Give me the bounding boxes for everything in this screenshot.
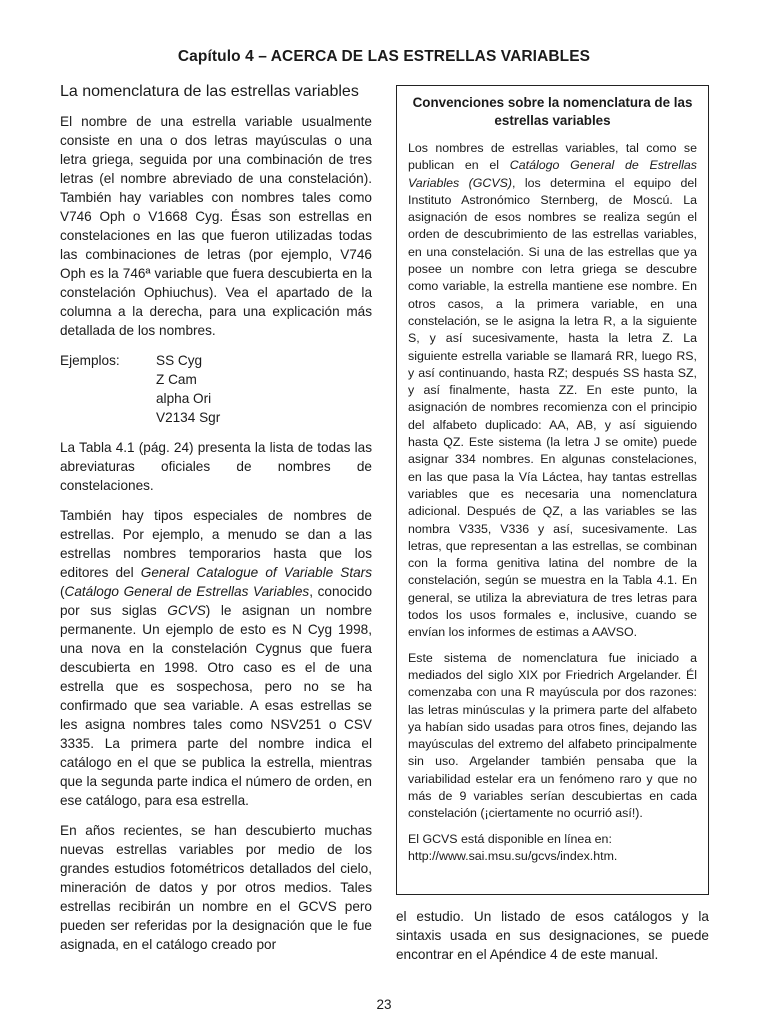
paragraph-continuation: el estudio. Un listado de esos catálogos y la sintaxis usada en sus designaciones, se puede encontrar en el Apéndice 4 de este manual. (396, 909, 709, 962)
text-run: ) le asignan un nombre permanente. Un ejemplo de esto es N Cyg 1998, una nova en la constelación Cygnus que fuera descubierta en 1998. Otro caso es el de una estrella que es sospechosa, pero no se ha confirmado que sea variable. A esas estrellas se les asigna nombres tales como NSV251 o CSV 3335. La primera parte del nombre indica el catálogo en el que se publica la estrella, mientras que la segunda parte indica el número de orden, en ese catálogo, para esa estrella. (60, 603, 373, 808)
example-item: V2134 Sgr (156, 410, 221, 425)
text-run: , conocido por sus siglas (60, 584, 373, 618)
italic-run: Catálogo General de Estrellas Variables (GCVS) (408, 158, 697, 190)
left-column (60, 80, 372, 965)
paragraph-intro: El nombre de una estrella variable usualmente consiste en una o dos letras mayúsculas o una letra griega, seguida por una combinación de tres letras (el nombre abreviado de una constelación). También hay variables con nombres tales como V746 Oph o V1668 Cyg. Ésas son estrellas en constelaciones en las que fueron utilizadas todas las combinaciones de letras (por ejemplo, V746 Oph es la 746ª variable que fuera descubierta en la constelación Ophiuchus). Vea el apartado de la columna a la derecha, para una explicación más detallada de los nombres. (60, 114, 372, 338)
text-run: , los determina el equipo del Instituto Astronómico Sternberg, de Moscú. La asignación de esos nombres se realiza según el orden de descubrimiento de las estrellas variables, en una constelación. Si una de las estrellas que ya posee un nombre con letra griega se descubre como variable, la estrella mantiene ese nombre. En otros casos, a la primera variable, en una constelación, se le asigna la letra R, a la siguiente S, y así sucesivamente, hasta la letra Z. La siguiente estrella variable se llamará RR, luego RS, y así continuando, hasta RZ; después SS hasta SZ, y así finalmente, hasta ZZ. En este punto, la asignación de nombres recomienza con el principio del alfabeto duplicado: AA, AB, y así siguiendo hasta QZ. Este sistema (la letra J se omite) puede asignar 334 nombres. En algunas constelaciones, en las que pasa la Vía Láctea, hay tantas estrellas variables que es necesaria una nomenclatura adicional. Después de QZ, a las variables se las nombra V335, V336 y así, sucesivamente. Las letras, que representan a las estrellas, se combinan con la forma genitiva latina del nombre de la constelación, según se muestra en la Tabla 4.1. En general, se utiliza la abreviatura de tres letras para todos los usos formales e, inclusive, cuando se envían los informes de estimas a AAVSO. (408, 175, 697, 640)
example-item: SS Cyg (156, 353, 203, 368)
sidebar-paragraph-conventions (408, 140, 697, 642)
paragraph-special-names (60, 506, 372, 810)
section-heading: La nomenclatura de las estrellas variables (60, 83, 359, 100)
text-run: Los nombres de estrellas variables, tal como se publican en el (408, 141, 697, 173)
chapter-title: Capítulo 4 – ACERCA DE LAS ESTRELLAS VARIABLES (177, 48, 591, 65)
italic-run: General Catalogue of Variable Stars (140, 565, 372, 580)
text-run: También hay tipos especiales de nombres de estrellas. Por ejemplo, a menudo se dan a las estrellas nombres temporarios hasta que los editores del (60, 508, 372, 580)
sidebar-paragraph-history: Este sistema de nomenclatura fue iniciado a mediados del siglo XIX por Friedrich Argelander. Él comenzaba con una R mayúscula por dos razones: las letras minúsculas y la primera parte del alfabeto ya habían sido usadas para otros fines, dejando las mayúsculas del extremo del alfabeto principalmente sin uso. Argelander también pensaba que la variabilidad estelar era un fenómeno raro y que no más de 9 variables serían descubiertas en cada constelación (¡ciertamente no ocurrió así!). (408, 650, 697, 821)
examples-block (60, 351, 372, 427)
paragraph-recent-discoveries: En años recientes, se han descubierto muchas nuevas estrellas variables por medio de los grandes estudios fotométricos detallados del cielo, mineración de datos y por otros medios. Tales estrellas recibirán un nombre en el GCVS pero pueden ser referidas por la designación que le fue asignada, en el catálogo creado por (60, 823, 372, 952)
gcvs-url: http://www.sai.msu.su/gcvs/index.htm. (408, 848, 618, 863)
italic-run: Catálogo General de Estrellas Variables (64, 584, 310, 599)
example-item: Z Cam (156, 372, 197, 387)
nomenclature-sidebar-box (396, 85, 709, 895)
paragraph-table-ref: La Tabla 4.1 (pág. 24) presenta la lista de todas las abreviaturas oficiales de nombres de constelaciones. (60, 440, 372, 493)
text-run: El GCVS está disponible en línea en: (408, 831, 612, 846)
italic-run: GCVS (167, 603, 206, 618)
right-column-continuation (396, 907, 709, 964)
sidebar-paragraph-online (408, 831, 697, 866)
example-item: alpha Ori (156, 391, 212, 406)
sidebar-title: Convenciones sobre la nomenclatura de las estrellas variables (412, 95, 693, 128)
text-run: ( (60, 584, 65, 599)
examples-label: Ejemplos: (60, 353, 120, 368)
examples-list (156, 351, 220, 427)
page-number: 23 (376, 997, 392, 1012)
